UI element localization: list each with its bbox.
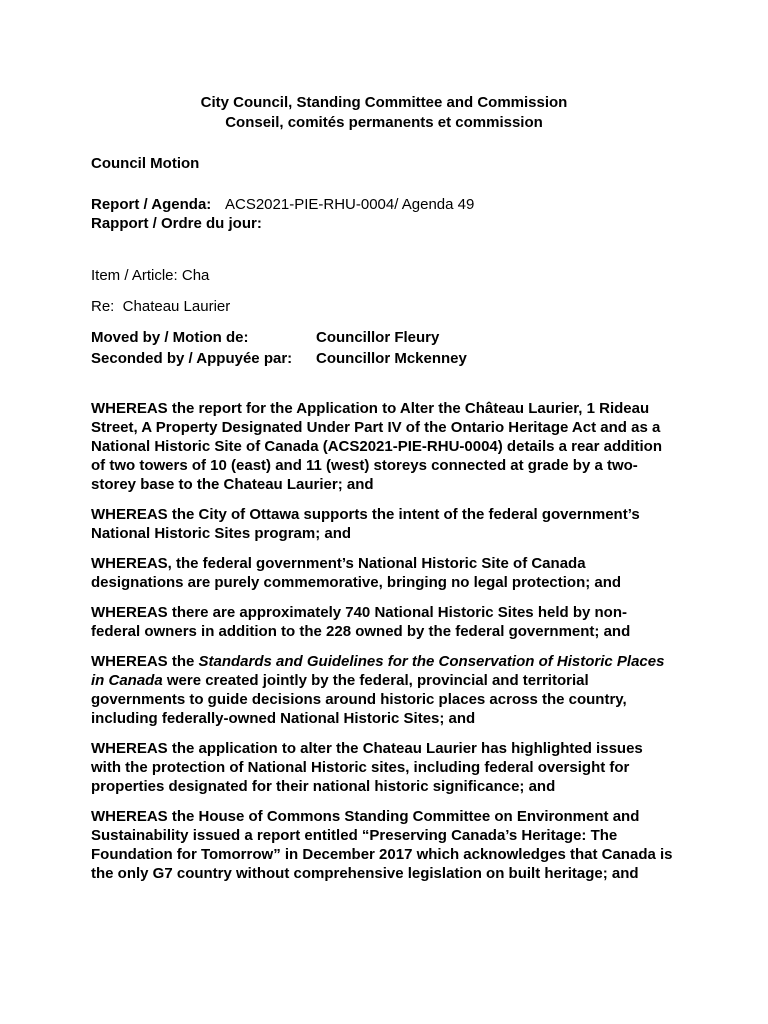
- motion-type-label: Council Motion: [91, 155, 200, 172]
- paragraph-line: storey base to the Chateau Laurier; and: [91, 476, 374, 493]
- paragraph-line-rest: were created jointly by the federal, provincial and territorial: [162, 672, 589, 689]
- seconded-by-label: Seconded by / Appuyée par:: [91, 350, 293, 367]
- whereas-paragraph-4: [91, 603, 691, 641]
- whereas-paragraph-6: [91, 739, 691, 796]
- standards-guidelines-title-cont: in Canada: [91, 672, 163, 689]
- paragraph-line: [91, 671, 691, 690]
- paragraph-line: Sustainability issued a report entitled “Preserving Canada’s Heritage: The: [91, 827, 618, 844]
- paragraph-line: with the protection of National Historic sites, including federal oversight for: [91, 759, 630, 776]
- whereas-paragraph-1: [91, 399, 691, 494]
- paragraph-line: WHEREAS there are approximately 740 National Historic Sites held by non-: [91, 604, 627, 621]
- report-label-french: Rapport / Ordre du jour:: [91, 215, 262, 232]
- header-title-english: City Council, Standing Committee and Commission: [200, 94, 568, 111]
- whereas-paragraph-7: [91, 807, 691, 883]
- paragraph-line: Foundation for Tomorrow” in December 2017 which acknowledges that Canada is: [91, 846, 673, 863]
- paragraph-line: federal owners in addition to the 228 owned by the federal government; and: [91, 623, 631, 640]
- paragraph-line: National Historic Site of Canada (ACS2021-PIE-RHU-0004) details a rear addition: [91, 438, 662, 455]
- whereas-paragraph-2: [91, 505, 691, 543]
- paragraph-line: properties designated for their national historic significance; and: [91, 778, 556, 795]
- paragraph-line: the only G7 country without comprehensive legislation on built heritage; and: [91, 865, 639, 882]
- paragraph-line: Street, A Property Designated Under Part IV of the Ontario Heritage Act and as a: [91, 419, 661, 436]
- paragraph-line: designations are purely commemorative, bringing no legal protection; and: [91, 574, 622, 591]
- paragraph-line: WHEREAS the report for the Application to Alter the Château Laurier, 1 Rideau: [91, 400, 650, 417]
- whereas-paragraph-3: [91, 554, 691, 592]
- paragraph-line-prefix: WHEREAS the: [91, 653, 199, 670]
- paragraph-line: WHEREAS the City of Ottawa supports the intent of the federal government’s: [91, 506, 640, 523]
- item-line: Item / Article: Cha: [91, 267, 210, 284]
- re-line: Re: Chateau Laurier: [91, 298, 231, 315]
- header-title-french: Conseil, comités permanents et commission: [225, 114, 543, 131]
- report-agenda-value: ACS2021-PIE-RHU-0004/ Agenda 49: [225, 196, 475, 213]
- document-header: [0, 93, 768, 133]
- paragraph-line: WHEREAS the application to alter the Chateau Laurier has highlighted issues: [91, 740, 643, 757]
- paragraph-line: WHEREAS, the federal government’s National Historic Site of Canada: [91, 555, 586, 572]
- standards-guidelines-title: Standards and Guidelines for the Conservation of Historic Places: [198, 653, 665, 670]
- paragraph-line: [91, 652, 691, 671]
- paragraph-line: governments to guide decisions around historic places across the country,: [91, 691, 627, 708]
- report-label-english: Report / Agenda:: [91, 196, 212, 213]
- paragraph-line: of two towers of 10 (east) and 11 (west) storeys connected at grade by a two-: [91, 457, 638, 474]
- whereas-paragraph-5: [91, 652, 691, 728]
- paragraph-line: WHEREAS the House of Commons Standing Committee on Environment and: [91, 808, 640, 825]
- seconded-by-value: Councillor Mckenney: [316, 350, 467, 367]
- paragraph-line: including federally-owned National Historic Sites; and: [91, 710, 476, 727]
- moved-by-label: Moved by / Motion de:: [91, 329, 249, 346]
- moved-by-value: Councillor Fleury: [316, 329, 440, 346]
- paragraph-line: National Historic Sites program; and: [91, 525, 352, 542]
